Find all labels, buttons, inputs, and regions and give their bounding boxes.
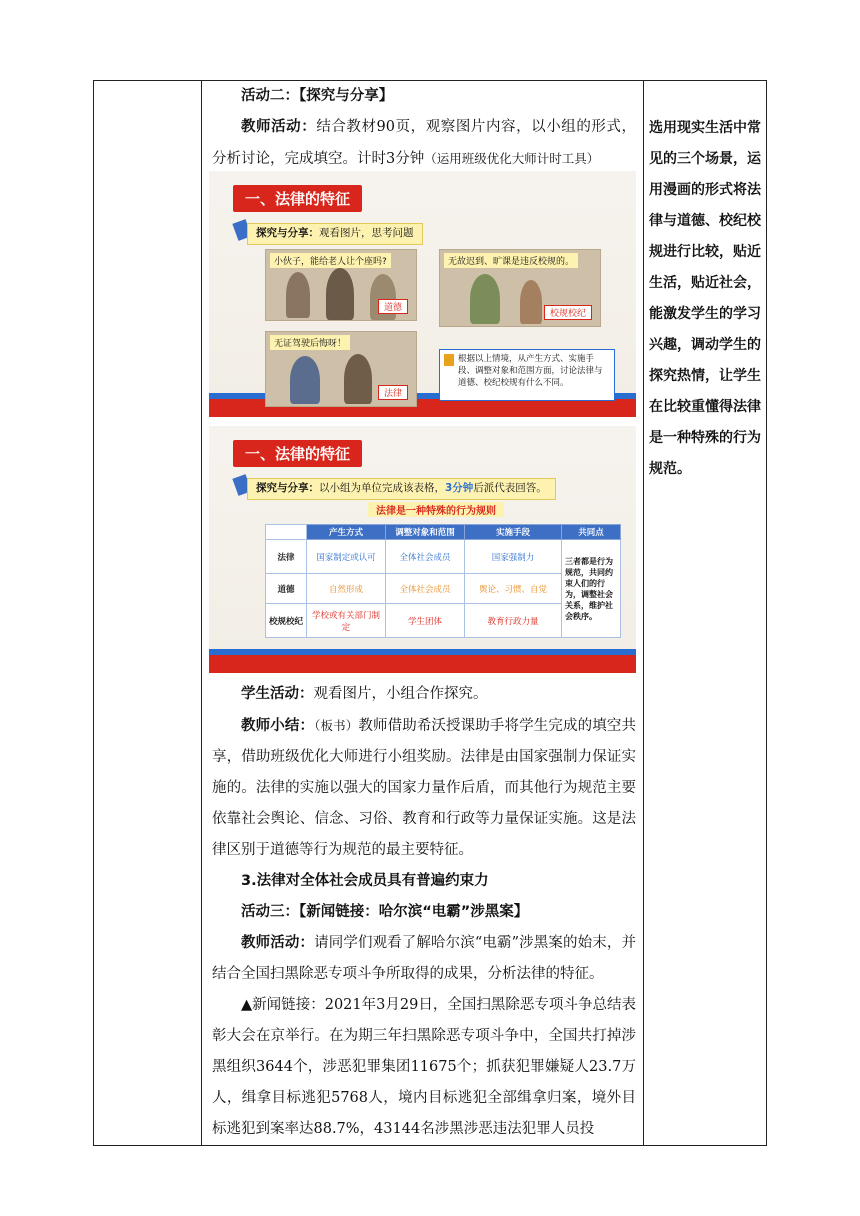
cartoon-law: 无证驾驶后悔呀！ 法律 bbox=[265, 331, 417, 407]
main-column bbox=[205, 81, 643, 175]
law-banner: 法律是一种特殊的行为规则 bbox=[368, 502, 504, 517]
table-header-row: 产生方式 调整对象和范围 实施手段 共同点 bbox=[266, 525, 621, 540]
teacher-activity3-paragraph: 教师活动：请同学们观看了解哈尔滨“电霸”涉黑案的始末，并结合全国扫黑除恶专项斗争所取得的成果，分析法律的特征。 bbox=[212, 935, 637, 982]
design-rationale: 选用现实生活中常见的三个场景，运用漫画的形式将法律与道德、校纪校规进行比较，贴近生活，贴近社会，能激发学生的学习兴趣，调动学生的探究热情，让学生在比较重懂得法律是一种特殊的行为规范。 bbox=[649, 120, 761, 477]
explore-banner: 探究与分享：观看图片，思考问题 bbox=[247, 223, 423, 245]
lesson-table bbox=[93, 80, 767, 1146]
slide-image-1 bbox=[209, 171, 636, 417]
cartoon-school-rules: 无故迟到、旷课是违反校规的。 校规校纪 bbox=[439, 249, 601, 327]
section-3-heading: 3.法律对全体社会成员具有普遍约束力 bbox=[241, 873, 489, 889]
activity3-heading: 活动三：【新闻链接：哈尔滨“电霸”涉黑案】 bbox=[241, 904, 529, 920]
comparison-table bbox=[265, 524, 621, 638]
note-icon bbox=[444, 354, 454, 366]
student-activity-paragraph: 学生活动：观看图片，小组合作探究。 bbox=[241, 686, 488, 702]
slide-image-2 bbox=[209, 426, 636, 673]
table-row: 法律 国家制定或认可 全体社会成员 国家强制力 三者都是行为规范，共同约束人们的行为，调整社会关系，维护社会秩序。 bbox=[266, 540, 621, 574]
column-divider-right bbox=[643, 81, 644, 1145]
explore-banner: 探究与分享：以小组为单位完成该表格，3分钟后派代表回答。 bbox=[247, 478, 556, 500]
slide-title: 一、法律的特征 bbox=[233, 185, 362, 212]
news-paragraph: ▲新闻链接：2021年3月29日，全国扫黑除恶专项斗争总结表彰大会在京举行。在为期三年扫黑除恶专项斗争中，全国共打掉涉黑组织3644个，涉恶犯罪集团11675个；抓获犯罪嫌疑人23.7万人，缉拿目标逃犯5768人，境内目标逃犯全部缉拿归案，境外目标逃犯到案率达88.7%，43144名涉黑涉恶违法犯罪人员投 bbox=[212, 997, 636, 1137]
activity2-heading: 活动二：【探究与分享】 bbox=[241, 88, 394, 104]
cartoon-morality: 小伙子，能给老人让个座吗? 道德 bbox=[265, 249, 417, 321]
discussion-note: 根据以上情境，从产生方式、实施手段、调整对象和范围方面，讨论法律与道德、校纪校规有什么不同。 bbox=[439, 349, 615, 401]
teacher-activity-paragraph: 教师活动：结合教材90页，观察图片内容，以小组的形式，分析讨论，完成填空。计时3分钟（运用班级优化大师计时工具） bbox=[212, 119, 636, 167]
table-row: 道德 自然形成 全体社会成员 舆论、习惯、自觉 bbox=[266, 574, 621, 604]
slide-title: 一、法律的特征 bbox=[233, 440, 362, 467]
table-row: 校规校纪 学校或有关部门制定 学生团体 教育行政力量 bbox=[266, 604, 621, 638]
teacher-summary-paragraph: 教师小结：（板书）教师借助希沃授课助手将学生完成的填空共享，借助班级优化大师进行小组奖励。法律是由国家强制力保证实施的。法律的实施以强大的国家力量作后盾，而其他行为规范主要依靠社会舆论、信念、习俗、教育和行政等力量保证实施。这是法律区别于道德等行为规范的最主要特征。 bbox=[212, 718, 636, 858]
common-points: 三者都是行为规范，共同约束人们的行为，调整社会关系，维护社会秩序。 bbox=[562, 540, 621, 638]
column-divider-left bbox=[201, 81, 202, 1145]
main-column-lower bbox=[205, 679, 643, 1145]
